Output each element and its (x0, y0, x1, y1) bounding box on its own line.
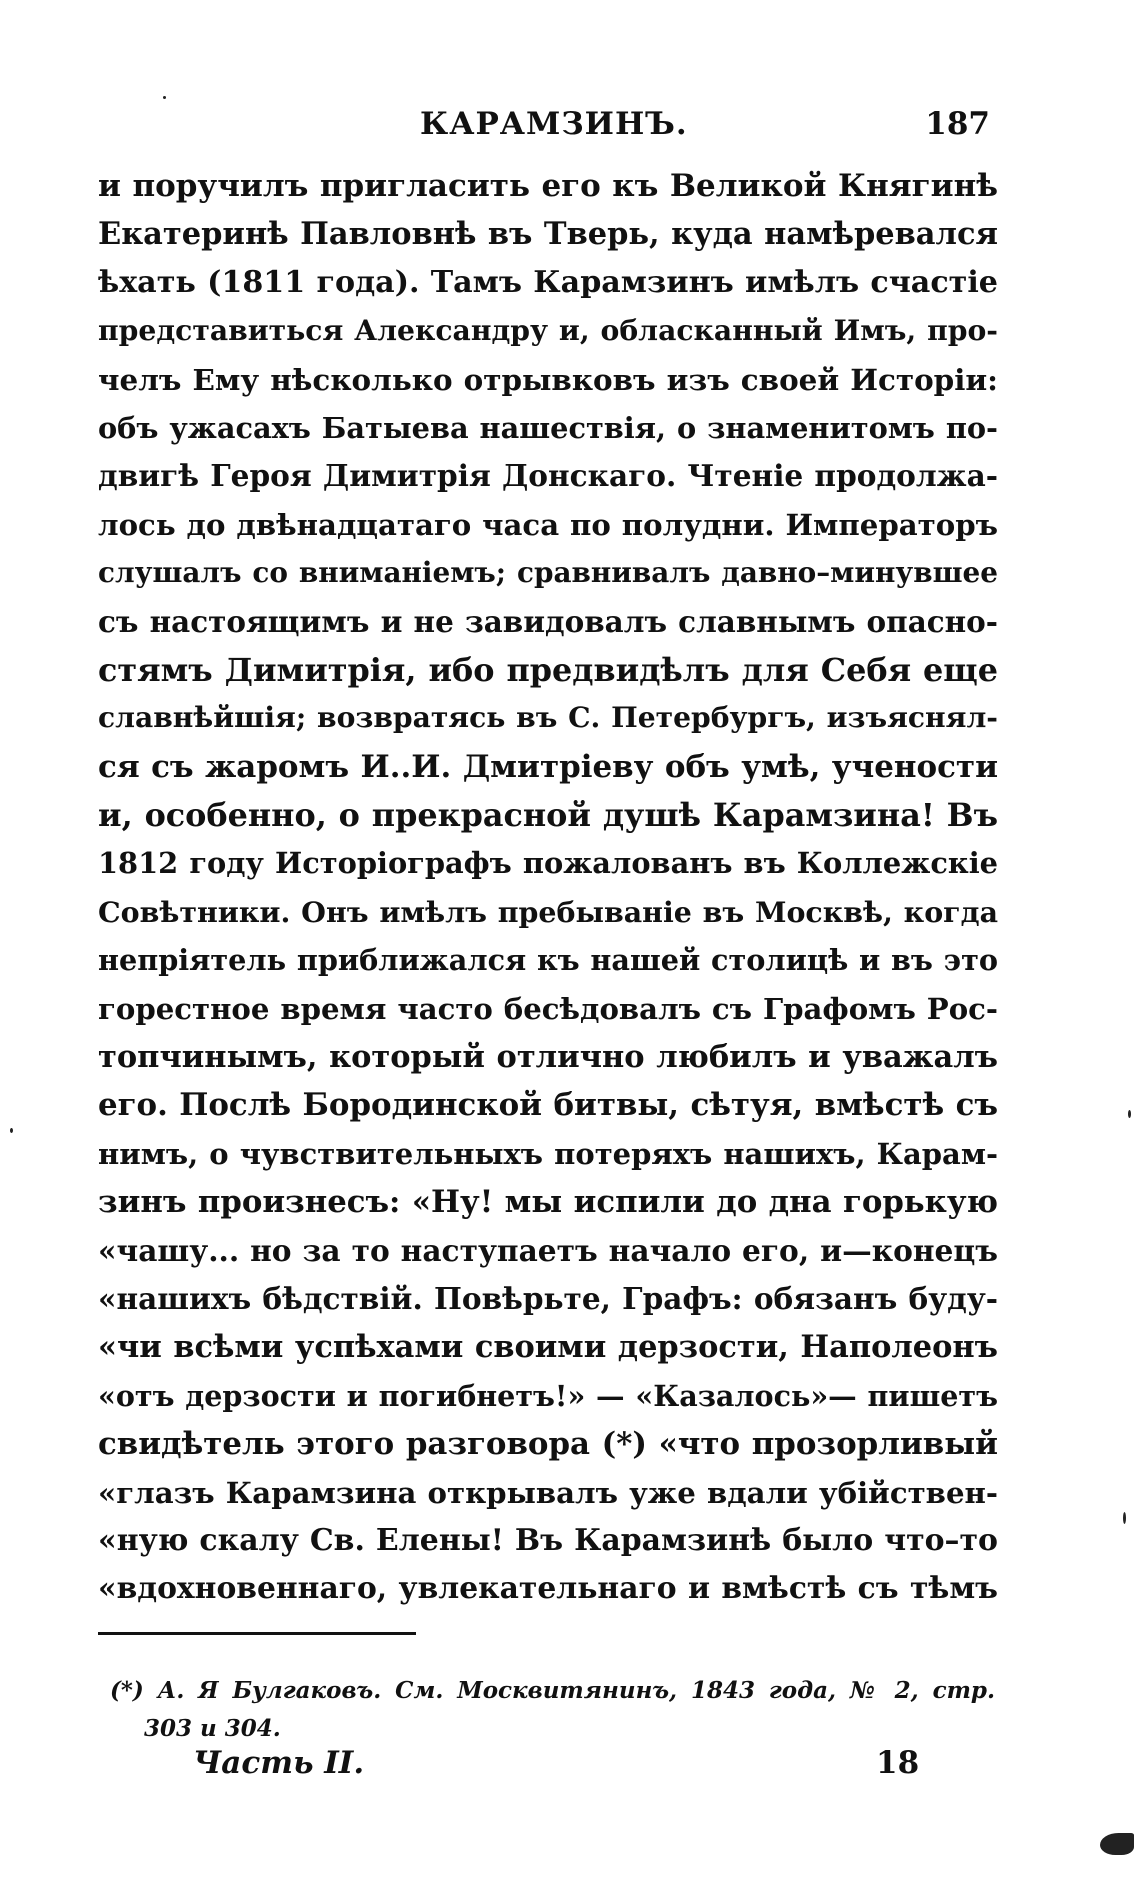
text-line: Совѣтники. Онъ имѣлъ пребываніе въ Москвѣ, когда (98, 894, 998, 929)
text-line: объ ужасахъ Батыева нашествія, о знаменитомъ по- (98, 410, 998, 445)
footnote-line: (*) А. Я Булгаковъ. См. Москвитянинъ, 1843 года, № 2, стр. (110, 1677, 995, 1704)
text-line: славнѣйшія; возвратясь въ С. Петербургъ, изъяснял- (98, 701, 998, 735)
text-line: непріятель приближался къ нашей столицѣ и въ это (98, 943, 998, 978)
text-line: зинъ произнесъ: «Ну! мы испили до дна горькую (98, 1184, 998, 1221)
scan-speck (163, 96, 166, 99)
text-line: съ настоящимъ и не завидовалъ славнымъ опасно- (98, 603, 998, 639)
text-line: ся съ жаромъ И..И. Дмитріеву объ умѣ, учености (98, 748, 998, 785)
text-line: топчинымъ, который отлично любилъ и уважалъ (98, 1039, 998, 1076)
text-line: «нашихъ бѣдствій. Повѣрьте, Графъ: обязанъ буду- (98, 1280, 998, 1316)
text-line: «отъ дерзости и погибнетъ!» — «Казалось»— пишетъ (98, 1378, 998, 1413)
text-line: 1812 году Исторіографъ пожалованъ въ Коллежскіе (98, 846, 998, 881)
running-head: КАРАМЗИНЪ. (420, 106, 688, 142)
page-header (420, 106, 990, 150)
scan-speck (1100, 1833, 1134, 1855)
text-line: и поручилъ пригласить его къ Великой Княгинѣ (98, 168, 998, 204)
footnote-line: 303 и 304. (144, 1715, 281, 1742)
text-line: стямъ Димитрія, ибо предвидѣлъ для Себя еще (98, 650, 998, 689)
footnote-rule (98, 1632, 416, 1635)
text-line: Екатеринѣ Павловнѣ въ Тверь, куда намѣревался (98, 216, 998, 253)
text-line: «чи всѣми успѣхами своими дерзости, Наполеонъ (98, 1329, 998, 1366)
text-line: слушалъ со вниманіемъ; сравнивалъ давно–минувшее (98, 556, 998, 590)
text-line: горестное время часто бесѣдовалъ съ Графомъ Рос- (98, 991, 998, 1026)
text-line: «глазъ Карамзина открывалъ уже вдали убійствен- (98, 1475, 998, 1510)
text-line: и, особенно, о прекрасной душѣ Карамзина! Въ (98, 796, 998, 835)
text-line: двигѣ Героя Димитрія Донскаго. Чтеніе продолжа- (98, 458, 998, 494)
page-number: 187 (925, 106, 990, 142)
footnote (110, 1672, 995, 1748)
signature-mark: Часть II. (193, 1745, 365, 1781)
scan-speck (10, 1128, 13, 1133)
text-line: представиться Александру и, обласканный Имъ, про- (98, 314, 998, 348)
text-line: его. Послѣ Бородинской битвы, сѣтуя, вмѣстѣ съ (98, 1087, 998, 1124)
text-line: ѣхать (1811 года). Тамъ Карамзинъ имѣлъ счастіе (98, 264, 998, 300)
text-line: «вдохновеннаго, увлекательнаго и вмѣстѣ съ тѣмъ (98, 1571, 998, 1607)
body-text (98, 162, 998, 1614)
scan-speck (1128, 1110, 1131, 1118)
text-line: свидѣтель этого разговора (*) «что прозорливый (98, 1426, 998, 1463)
scan-speck (1123, 1512, 1126, 1524)
text-line: нимъ, о чувствительныхъ потеряхъ нашихъ, Карам- (98, 1136, 998, 1171)
text-line: «чашу... но за то наступаетъ начало его, и—конецъ (98, 1232, 998, 1268)
text-line: «ную скалу Св. Елены! Въ Карамзинѣ было что–то (98, 1522, 998, 1558)
sheet-number: 18 (876, 1745, 920, 1781)
text-line: челъ Ему нѣсколько отрывковъ изъ своей Исторіи: (98, 361, 998, 397)
text-line: лось до двѣнадцатаго часа по полудни. Императоръ (98, 507, 998, 542)
